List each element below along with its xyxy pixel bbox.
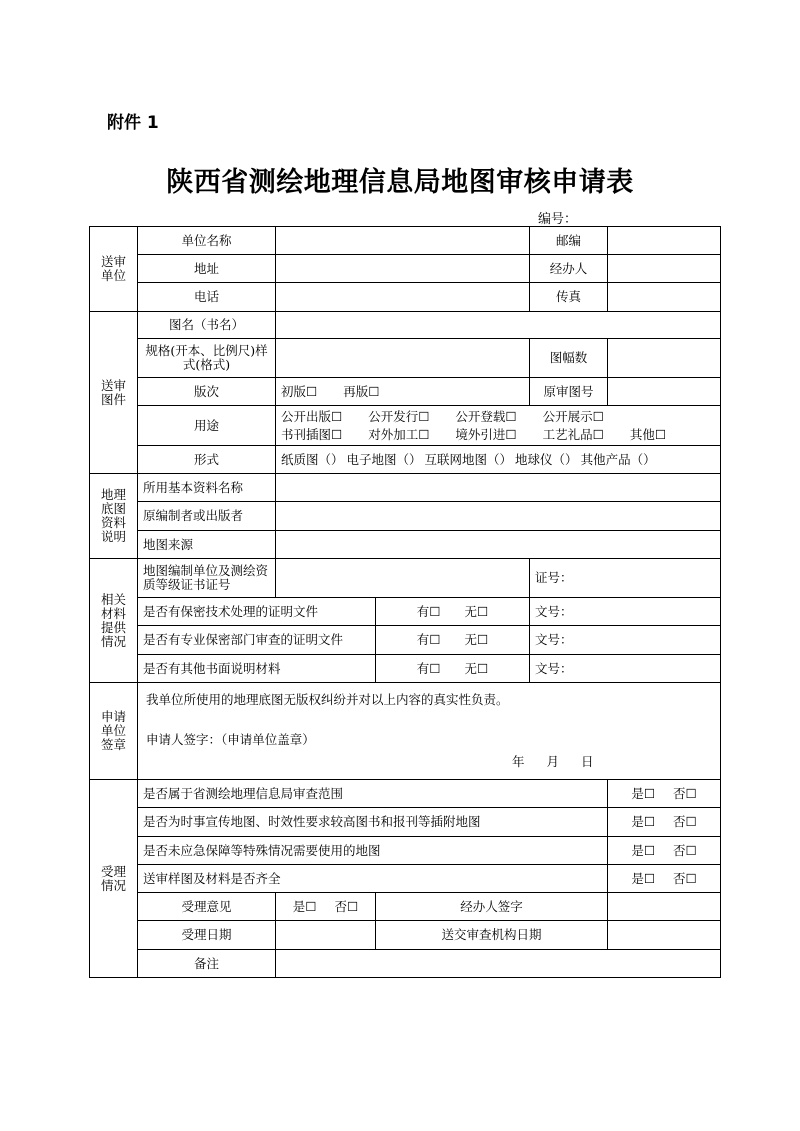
handler-signature-label: 经办人签字 <box>376 893 608 921</box>
related-row-label: 是否有保密技术处理的证明文件 <box>138 598 376 626</box>
acceptance-date-field[interactable] <box>276 921 376 950</box>
opinion-yes-checkbox[interactable]: 是☐ <box>292 898 317 914</box>
group-base-map-info: 地理底图资料说明 <box>90 474 138 559</box>
usage-foreign-processing-checkbox[interactable]: 对外加工☐ <box>368 426 430 442</box>
remark-field[interactable] <box>276 950 721 978</box>
acceptance-question: 是否属于省测绘地理信息局审查范围 <box>138 780 608 808</box>
yes-checkbox[interactable]: 是☐ <box>631 842 656 858</box>
base-material-field[interactable] <box>276 474 721 502</box>
base-publisher-label: 原编制者或出版者 <box>138 502 276 531</box>
document-number-field[interactable]: 文号： <box>530 626 721 655</box>
signer-label: 申请人签字：（申请单位盖章） <box>146 732 315 747</box>
form-globe-option[interactable]: 地球仪（） <box>515 451 578 467</box>
original-map-number-field[interactable] <box>608 378 721 406</box>
yes-checkbox[interactable]: 是☐ <box>631 870 656 886</box>
usage-craft-gift-checkbox[interactable]: 工艺礼品☐ <box>542 426 604 442</box>
edition-label: 版次 <box>138 378 276 406</box>
spec-field[interactable] <box>276 339 530 378</box>
not-have-checkbox[interactable]: 无☐ <box>464 603 489 619</box>
usage-public-post-checkbox[interactable]: 公开登载☐ <box>455 408 517 424</box>
handler-signature-field[interactable] <box>608 893 721 921</box>
base-source-field[interactable] <box>276 531 721 559</box>
unit-name-field[interactable] <box>276 227 530 255</box>
yes-checkbox[interactable]: 是☐ <box>631 814 656 829</box>
form-type-label: 形式 <box>138 446 276 474</box>
group-acceptance: 受理情况 <box>90 780 138 978</box>
group-submitting-unit: 送审单位 <box>90 227 138 312</box>
usage-public-display-checkbox[interactable]: 公开展示☐ <box>542 408 604 424</box>
base-material-label: 所用基本资料名称 <box>138 474 276 502</box>
original-map-number-label: 原审图号 <box>530 378 608 406</box>
map-title-field[interactable] <box>276 312 721 339</box>
handler-field[interactable] <box>608 255 721 283</box>
form-electronic-option[interactable]: 电子地图（） <box>346 451 422 467</box>
acceptance-question: 送审样图及材料是否齐全 <box>138 865 608 893</box>
not-have-checkbox[interactable]: 无☐ <box>464 660 489 676</box>
phone-label: 电话 <box>138 283 276 312</box>
form-other-option[interactable]: 其他产品（） <box>580 451 656 467</box>
edition-re-checkbox[interactable]: 再版☐ <box>343 383 380 399</box>
sheet-count-field[interactable] <box>608 339 721 378</box>
submit-date-field[interactable] <box>608 921 721 950</box>
submit-date-label: 送交审查机构日期 <box>376 921 608 950</box>
cert-label: 地图编制单位及测绘资质等级证书证号 <box>138 559 276 598</box>
map-title-label: 图名（书名） <box>138 312 276 339</box>
spec-label: 规格(开本、比例尺)样式(格式) <box>138 339 276 378</box>
no-checkbox[interactable]: 否☐ <box>673 785 697 801</box>
related-row-label: 是否有专业保密部门审查的证明文件 <box>138 626 376 655</box>
acceptance-question: 是否为时事宣传地图、时效性要求较高图书和报刊等插附地图 <box>138 808 608 837</box>
no-checkbox[interactable]: 否☐ <box>673 870 697 886</box>
postcode-field[interactable] <box>608 227 721 255</box>
opinion-no-checkbox[interactable]: 否☐ <box>334 898 359 914</box>
unit-name-label: 单位名称 <box>138 227 276 255</box>
remark-label: 备注 <box>138 950 276 978</box>
base-source-label: 地图来源 <box>138 531 276 559</box>
usage-public-publish-checkbox[interactable]: 公开出版☐ <box>281 408 343 424</box>
group-applicant-seal: 申请单位签章 <box>90 683 138 780</box>
related-row-label: 是否有其他书面说明材料 <box>138 655 376 683</box>
statement-text: 我单位所使用的地理底图无版权纠纷并对以上内容的真实性负责。 <box>146 692 509 707</box>
fax-field[interactable] <box>608 283 721 312</box>
usage-label: 用途 <box>138 406 276 446</box>
not-have-checkbox[interactable]: 无☐ <box>464 632 489 647</box>
edition-first-checkbox[interactable]: 初版☐ <box>281 383 318 399</box>
usage-row-1 <box>281 408 715 426</box>
sheet-count-label: 图幅数 <box>530 339 608 378</box>
cert-field[interactable] <box>276 559 530 598</box>
date-month: 月 <box>546 754 560 769</box>
serial-number-label: 编号： <box>538 212 578 227</box>
form-internet-option[interactable]: 互联网地图（） <box>424 451 513 467</box>
yes-checkbox[interactable]: 是☐ <box>631 785 656 801</box>
group-submitted-map: 送审图件 <box>90 312 138 474</box>
usage-book-illustration-checkbox[interactable]: 书刊插图☐ <box>281 426 343 442</box>
usage-overseas-import-checkbox[interactable]: 境外引进☐ <box>455 426 517 442</box>
address-label: 地址 <box>138 255 276 283</box>
document-number-field[interactable]: 文号： <box>530 655 721 683</box>
postcode-label: 邮编 <box>530 227 608 255</box>
handler-label: 经办人 <box>530 255 608 283</box>
form-paper-option[interactable]: 纸质图（） <box>281 451 344 467</box>
opinion-label: 受理意见 <box>138 893 276 921</box>
fax-label: 传真 <box>530 283 608 312</box>
group-related-materials: 相关材料提供情况 <box>90 559 138 683</box>
applicant-statement-cell[interactable] <box>138 683 721 780</box>
no-checkbox[interactable]: 否☐ <box>673 814 697 829</box>
form-title: 陕西省测绘地理信息局地图审核申请表 <box>166 167 634 198</box>
has-checkbox[interactable]: 有☐ <box>416 632 441 647</box>
document-number-field[interactable]: 文号： <box>530 598 721 626</box>
has-checkbox[interactable]: 有☐ <box>416 660 441 676</box>
usage-row-2 <box>281 426 715 444</box>
base-publisher-field[interactable] <box>276 502 721 531</box>
usage-other-checkbox[interactable]: 其他☐ <box>629 426 667 442</box>
attachment-label: 附件 1 <box>107 113 159 133</box>
address-field[interactable] <box>276 255 530 283</box>
has-checkbox[interactable]: 有☐ <box>416 603 441 619</box>
no-checkbox[interactable]: 否☐ <box>673 842 697 858</box>
sign-date <box>512 755 616 769</box>
date-day: 日 <box>581 754 594 769</box>
application-form-table <box>89 226 721 978</box>
acceptance-date-label: 受理日期 <box>138 921 276 950</box>
date-year: 年 <box>512 754 525 769</box>
acceptance-question: 是否未应急保障等特殊情况需要使用的地图 <box>138 837 608 865</box>
cert-number-label[interactable]: 证号： <box>530 559 721 598</box>
phone-field[interactable] <box>276 283 530 312</box>
usage-public-release-checkbox[interactable]: 公开发行☐ <box>368 408 430 424</box>
